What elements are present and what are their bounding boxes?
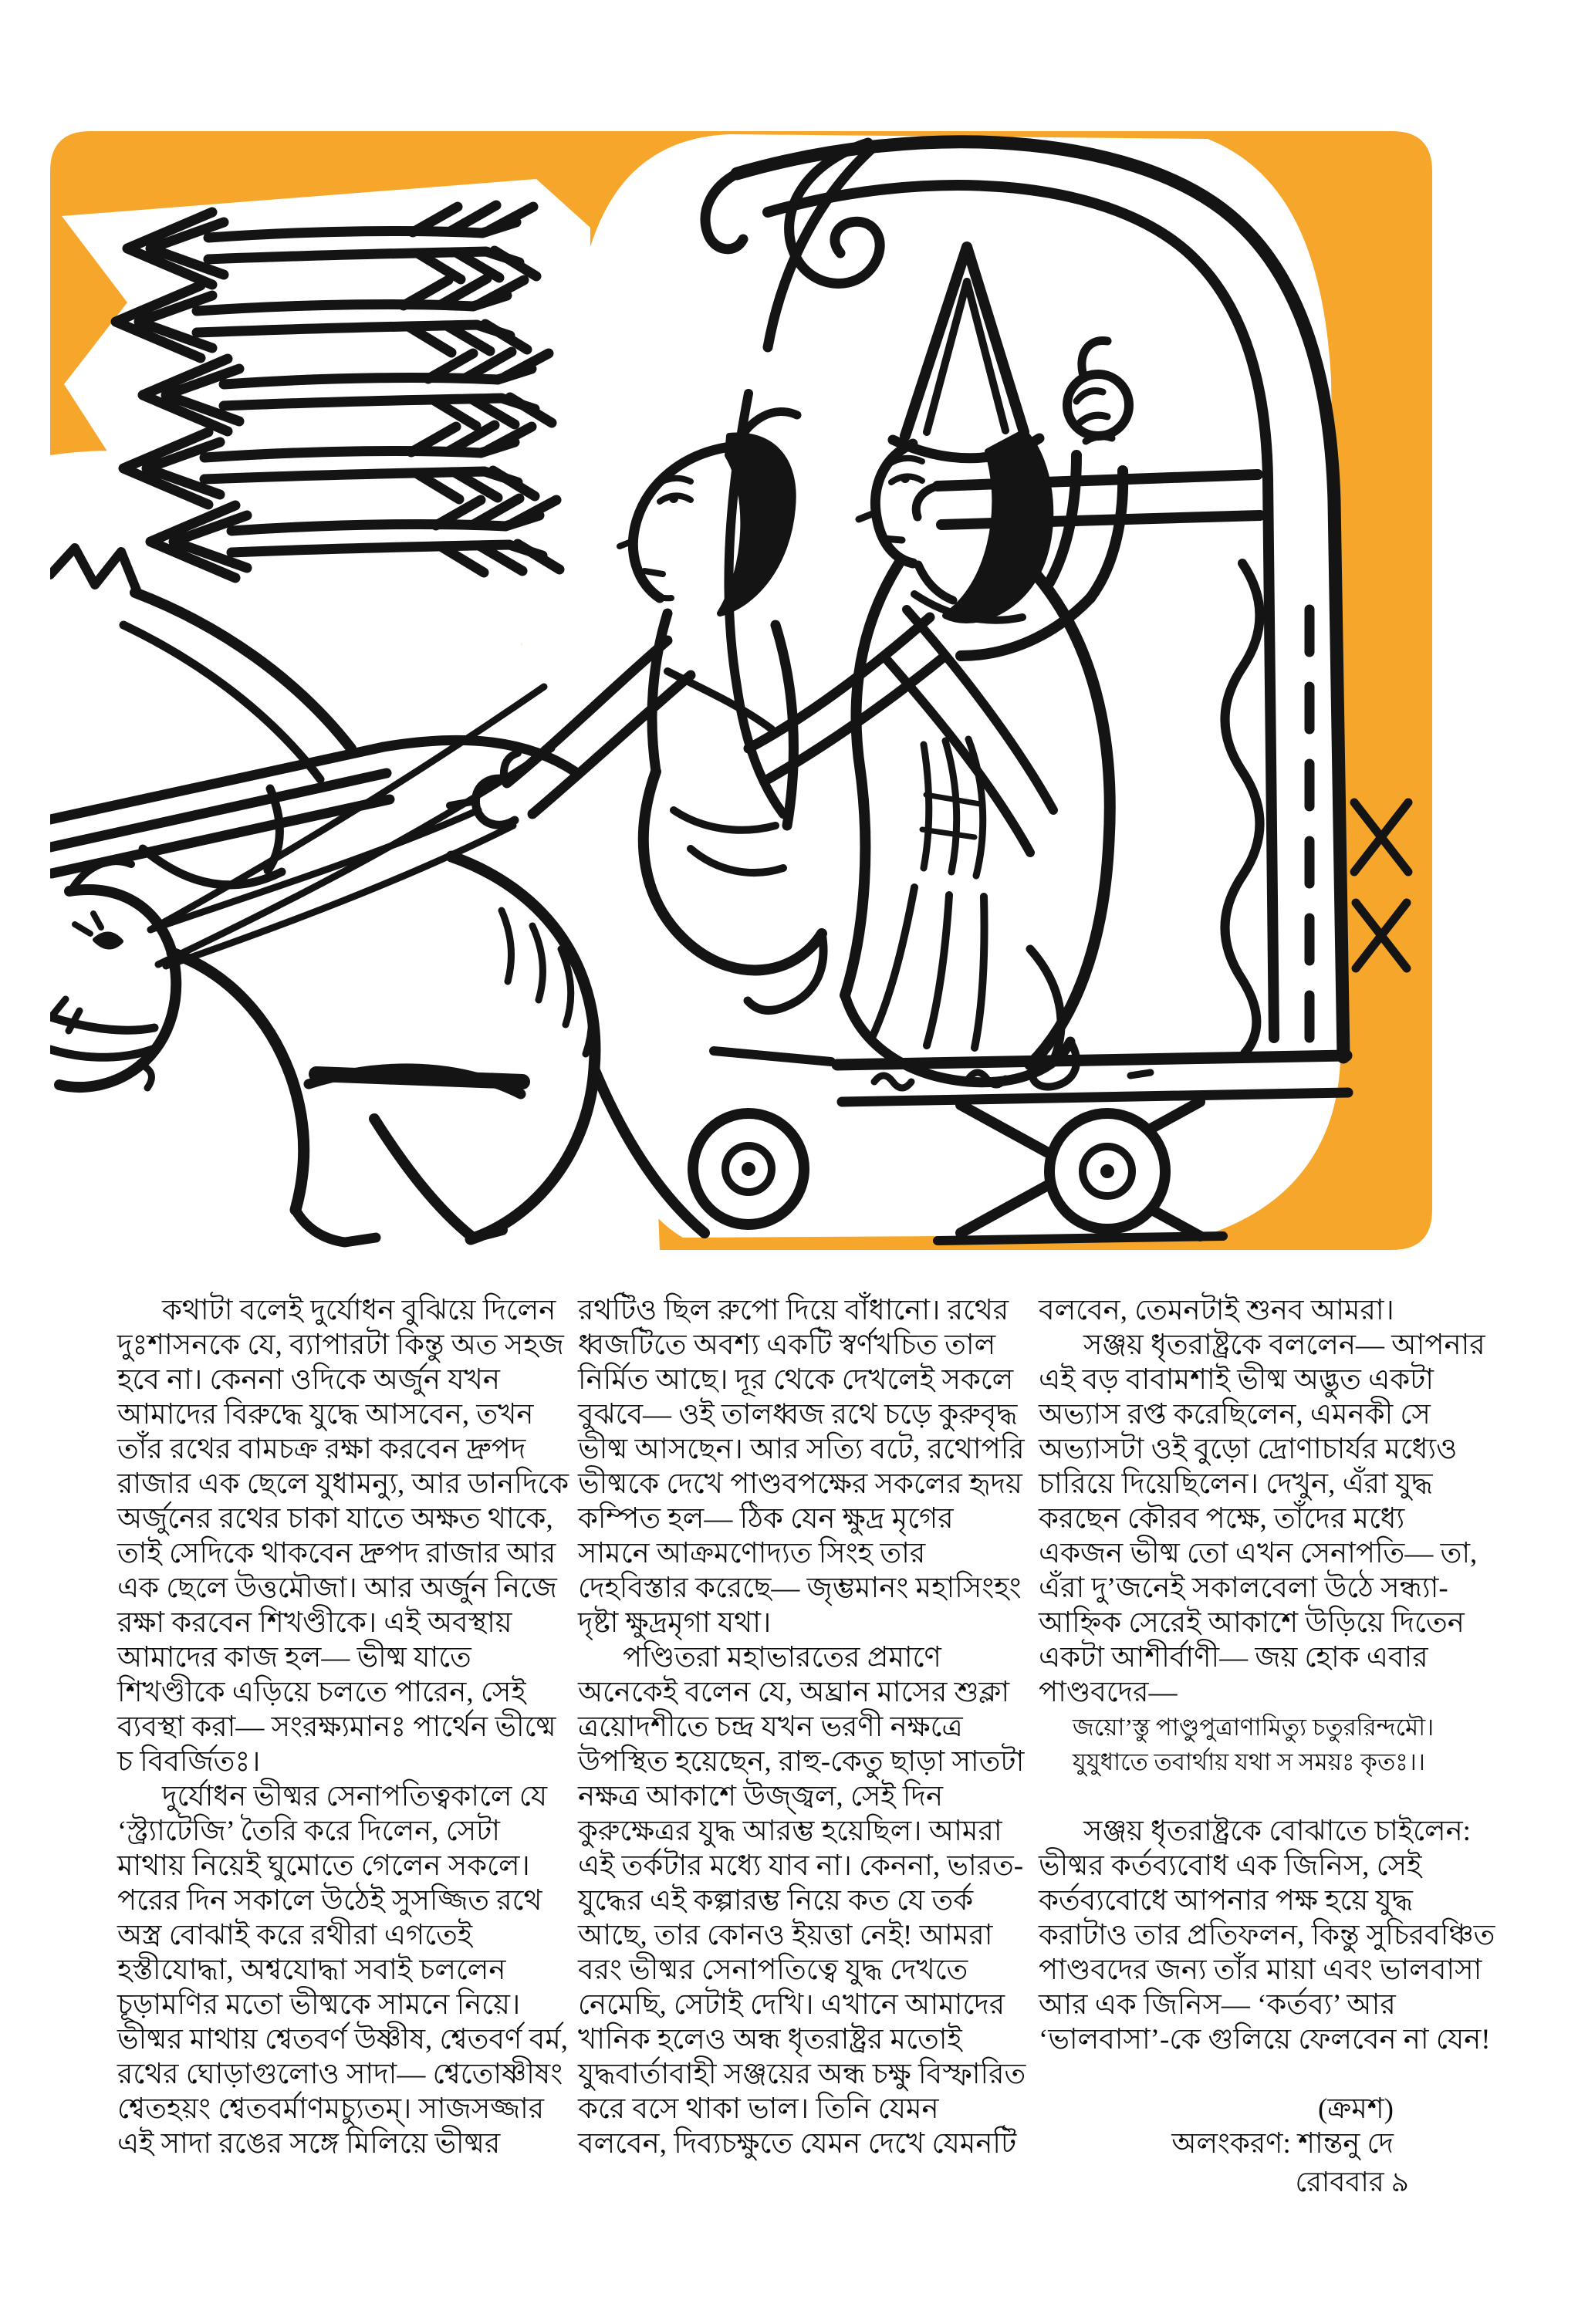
text-line: দুঃশাসনকে যে, ব্যাপারটা কিন্তু অত সহজ — [117, 1329, 564, 1361]
text-line: অনেকেই বলেন যে, অঘ্রান মাসের শুক্লা — [578, 1677, 1010, 1708]
article-columns — [117, 1293, 1495, 2161]
text-line: এই সাদা রঙের সঙ্গে মিলিয়ে ভীষ্মর — [117, 2128, 501, 2160]
text-line: নির্মিত আছে। দূর থেকে দেখলেই সকলে — [578, 1364, 1014, 1396]
text-line: চ বিবর্জিতঃ। — [117, 1746, 261, 1778]
text-line: খানিক হলেও অন্ধ ধৃতরাষ্ট্রর মতোই — [578, 2024, 962, 2055]
text-line: অভ্যাসটা ওই বুড়ো দ্রোণাচার্যর মধ্যেও — [1039, 1434, 1458, 1465]
text-line: রথের ঘোড়াগুলোও সাদা— শ্বেতোষ্ণীষং — [117, 2059, 563, 2090]
text-line: বরং ভীষ্মর সেনাপতিত্বে যুদ্ধ দেখতে — [578, 1954, 968, 1986]
text-line: আহ্নিক সেরেই আকাশে উড়িয়ে দিতেন — [1039, 1607, 1465, 1639]
text-line: দৃষ্টা ক্ষুদ্রমৃগা যথা। — [578, 1607, 772, 1639]
text-line: আমাদের বিরুদ্ধে যুদ্ধে আসবেন, তখন — [117, 1399, 534, 1431]
text-line: দেহবিস্তার করেছে— জৃম্ভমানং মহাসিংহং — [578, 1572, 1022, 1604]
text-line: ত্রয়োদশীতে চন্দ্র যখন ভরণী নক্ষত্রে — [578, 1711, 963, 1743]
text-line: মাথায় নিয়েই ঘুমোতে গেলেন সকলে। — [117, 1850, 530, 1882]
article-column-3 — [1039, 1293, 1495, 2161]
text-line: শ্বেতহয়ং শ্বেতবর্মাণমচ্যুতম্। সাজসজ্জার — [117, 2093, 545, 2125]
text-line: অর্জুনের রথের চাকা যাতে অক্ষত থাকে, — [117, 1503, 553, 1535]
illustration-canvas — [50, 131, 1432, 1250]
text-line: একজন ভীষ্ম তো এখন সেনাপতি— তা, — [1039, 1538, 1478, 1569]
text-line: কর্তব্যবোধে আপনার পক্ষ হয়ে যুদ্ধ — [1039, 1885, 1413, 1917]
article-column-1 — [117, 1293, 569, 2161]
text-line: তাঁর রথের বামচক্র রক্ষা করবেন দ্রুপদ — [117, 1434, 526, 1465]
text-line: কম্পিত হল— ঠিক যেন ক্ষুদ্র মৃগের — [578, 1503, 954, 1535]
text-line: আমাদের কাজ হল— ভীষ্ম যাতে — [117, 1642, 471, 1674]
text-line: উপস্থিত হয়েছেন, রাহু-কেতু ছাড়া সাতটা — [578, 1746, 1025, 1778]
text-line: রক্ষা করবেন শিখণ্ডীকে। এই অবস্থায় — [117, 1607, 512, 1639]
spacer-line — [1039, 1779, 1460, 1814]
text-line: রথটিও ছিল রুপো দিয়ে বাঁধানো। রথের — [578, 1295, 1009, 1326]
text-line: পাণ্ডবদের জন্য তাঁর মায়া এবং ভালবাসা — [1039, 1954, 1482, 1986]
text-line: আর এক জিনিস— ‘কর্তব্য’ আর — [1039, 1989, 1396, 2021]
text-line: এক ছেলে উত্তমৌজা। আর অর্জুন নিজে — [117, 1572, 557, 1604]
text-line: করে বসে থাকা ভাল। তিনি যেমন — [578, 2093, 939, 2125]
text-line: পণ্ডিতরা মহাভারতের প্রমাণে — [623, 1642, 941, 1674]
article-column-2 — [578, 1293, 1026, 2161]
text-line: আছে, তার কোনও ইয়ত্তা নেই! আমরা — [578, 1920, 993, 1951]
text-line: কুরুক্ষেত্রর যুদ্ধ আরম্ভ হয়েছিল। আমরা — [578, 1816, 1002, 1847]
text-line: অলংকরণ: শান্তনু দে — [1171, 2128, 1394, 2160]
text-line: সঞ্জয় ধৃতরাষ্ট্রকে বোঝাতে চাইলেন: — [1083, 1816, 1471, 1847]
spacer-line — [1039, 2057, 1460, 2092]
text-line: (ক্রমশ) — [1317, 2093, 1394, 2125]
text-line: পরের দিন সকালে উঠেই সুসজ্জিত রথে — [117, 1885, 542, 1917]
text-line: জয়ো’স্তু পাণ্ডুপুত্রাণামিত্যু চতুররিন্দমৌ। — [1073, 1714, 1434, 1741]
text-line: ভীষ্মকে দেখে পাণ্ডবপক্ষের সকলের হৃদয় — [578, 1468, 1022, 1500]
text-line: করাটাও তার প্রতিফলন, কিন্তু সুচিরবঞ্চিত — [1039, 1920, 1495, 1951]
mahabharata-chariot-illustration — [50, 131, 1432, 1250]
text-line: ব্যবস্থা করা— সংরক্ষ্যমানঃ পার্থেন ভীষ্মে — [117, 1711, 556, 1743]
text-line: বুঝবে— ওই তালধ্বজ রথে চড়ে কুরুবৃদ্ধ — [578, 1399, 1018, 1431]
text-line: যুদ্ধবার্তাবাহী সঞ্জয়ের অন্ধ চক্ষু বিস্ফারিত — [578, 2059, 1026, 2090]
text-line: ‘স্ট্র্যাটেজি’ তৈরি করে দিলেন, সেটা — [117, 1816, 501, 1847]
text-line: নেমেছি, সেটাই দেখি। এখানে আমাদের — [578, 1989, 1005, 2021]
text-line: বলবেন, তেমনটাই শুনব আমরা। — [1039, 1295, 1394, 1326]
text-line: যুযুধাতে তবার্থায় যথা স সময়ঃ কৃতঃ।। — [1073, 1748, 1425, 1775]
text-line: রাজার এক ছেলে যুধামন্যু, আর ডানদিকে — [117, 1468, 569, 1500]
text-line: অভ্যাস রপ্ত করেছিলেন, এমনকী সে — [1039, 1399, 1431, 1431]
text-line: ‘ভালবাসা’-কে গুলিয়ে ফেলবেন না যেন! — [1039, 2024, 1491, 2055]
text-line: দুর্যোধন ভীষ্মর সেনাপতিত্বকালে যে — [162, 1781, 548, 1812]
text-line: চারিয়ে দিয়েছিলেন। দেখুন, এঁরা যুদ্ধ — [1039, 1468, 1433, 1500]
text-line: ভীষ্মর মাথায় শ্বেতবর্ণ উষ্ণীষ, শ্বেতবর্ণ বর্ম, — [117, 2024, 569, 2055]
text-line: ভীষ্ম আসছেন। আর সত্যি বটে, রথোপরি — [578, 1434, 1025, 1465]
text-line: একটা আশীর্বাণী— জয় হোক এবার — [1039, 1642, 1428, 1674]
text-line: এই বড় বাবামশাই ভীষ্ম অদ্ভুত একটা — [1039, 1364, 1434, 1396]
text-line: তাই সেদিকে থাকবেন দ্রুপদ রাজার আর — [117, 1538, 556, 1569]
text-line: কথাটা বলেই দুর্যোধন বুঝিয়ে দিলেন — [162, 1295, 556, 1326]
white-underpainting — [50, 134, 1340, 1250]
text-line: চূড়ামণির মতো ভীষ্মকে সামনে নিয়ে। — [117, 1989, 521, 2021]
text-line: এই তর্কটার মধ্যে যাব না। কেননা, ভারত- — [578, 1850, 1024, 1882]
text-line: ভীষ্মর কর্তব্যবোধ এক জিনিস, সেই — [1039, 1850, 1422, 1882]
text-line: সঞ্জয় ধৃতরাষ্ট্রকে বললেন— আপনার — [1083, 1329, 1485, 1361]
text-line: বলবেন, দিব্যচক্ষুতে যেমন দেখে যেমনটি — [578, 2128, 1017, 2160]
text-line: অস্ত্র বোঝাই করে রথীরা এগতেই — [117, 1920, 473, 1951]
page-footer: রোববার ৯ — [1295, 2167, 1409, 2197]
text-line: শিখণ্ডীকে এড়িয়ে চলতে পারেন, সেই — [117, 1677, 526, 1708]
text-line: নক্ষত্র আকাশে উজ্জ্বল, সেই দিন — [578, 1781, 944, 1812]
text-line: যুদ্ধের এই কল্পারম্ভ নিয়ে কত যে তর্ক — [578, 1885, 974, 1917]
text-line: ধ্বজটিতে অবশ্য একটি স্বর্ণখচিত তাল — [578, 1329, 996, 1361]
text-line: পাণ্ডবদের— — [1039, 1677, 1178, 1708]
text-line: করছেন কৌরব পক্ষে, তাঁদের মধ্যে — [1039, 1503, 1405, 1535]
text-line: হস্তীযোদ্ধা, অশ্বযোদ্ধা সবাই চললেন — [117, 1954, 506, 1986]
text-line: সামনে আক্রমণোদ্যত সিংহ তার — [578, 1538, 926, 1569]
text-line: হবে না। কেননা ওদিকে অর্জুন যখন — [117, 1364, 500, 1396]
text-line: এঁরা দু’জনেই সকালবেলা উঠে সন্ধ্যা- — [1039, 1572, 1448, 1604]
